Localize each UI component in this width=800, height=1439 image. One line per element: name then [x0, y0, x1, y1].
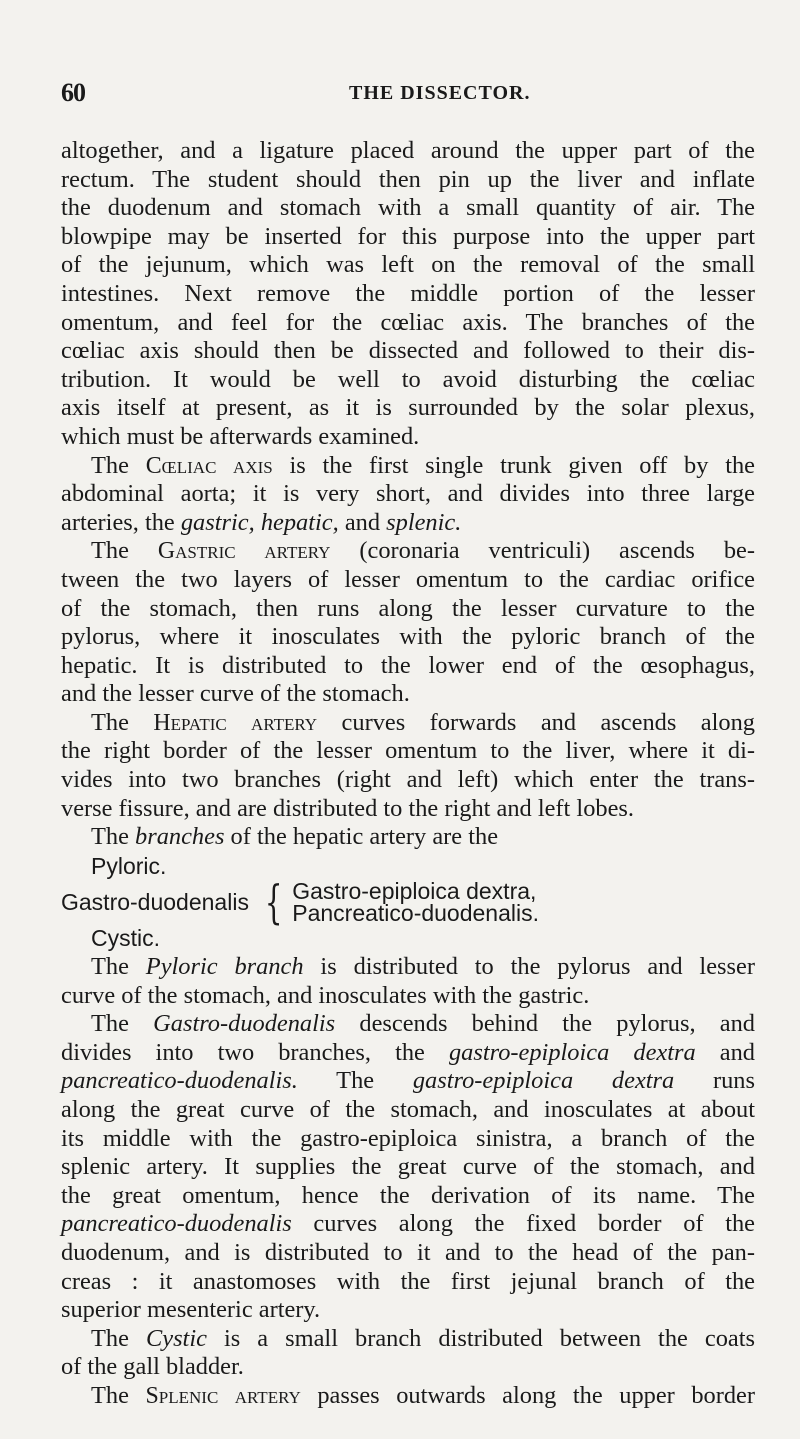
paragraph-gastro-duodenalis [61, 1010, 755, 1325]
term-pancreatico-duodenalis: pancreatico-duodenalis [61, 1210, 292, 1238]
text-span: and [695, 1038, 755, 1066]
text-span: The [91, 451, 146, 479]
text-line: of the gall bladder. [61, 1353, 244, 1381]
text-line: verse fissure, and are distributed to the right and left lobes. [61, 794, 635, 822]
term-gastro-epiploica-dextra: gastro-epiploica dextra [448, 1038, 696, 1066]
text-line: pylorus, where it inosculates with the pyloric branch of the [61, 623, 755, 651]
term-splenic: splenic. [386, 508, 462, 536]
text-line: curve of the stomach, and inosculates with the gastric. [61, 981, 590, 1009]
text-span: of the hepatic artery are the [224, 823, 499, 851]
text-span: is a small branch distributed between the coats [206, 1324, 755, 1352]
paragraph-cystic [61, 1325, 755, 1382]
text-line: axis itself at present, as it is surrounded by the solar plexus, [61, 394, 755, 422]
text-line: the right border of the lesser omentum to the liver, where it di- [61, 737, 755, 765]
text-line [61, 1210, 755, 1239]
text-span: The [91, 1381, 146, 1409]
text-line [61, 537, 755, 566]
text-line: and the lesser curve of the stomach. [61, 680, 410, 708]
text-line: of the stomach, then runs along the lesser curvature to the [61, 594, 755, 622]
text-line [61, 452, 755, 481]
text-line: rectum. The student should then pin up the liver and inflate [61, 165, 755, 193]
paragraph-gastric-artery [61, 537, 755, 709]
text-line [61, 1039, 755, 1068]
term-gastric: gastric, [180, 508, 255, 536]
text-span: The [91, 1324, 146, 1352]
text-span: runs [674, 1067, 755, 1095]
text-line: tween the two layers of lesser omentum to the cardiac orifice [61, 565, 755, 593]
text-span: curves along the fixed border of the [291, 1210, 755, 1238]
term-hepatic: hepatic, [260, 508, 339, 536]
term-gastro-epiploica-dextra: gastro-epiploica dextra [412, 1067, 675, 1095]
text-span: The [91, 1010, 154, 1038]
text-line [61, 1382, 755, 1411]
branch-gastro-epiploica-dextra: Gastro-epiploica dextra, [292, 878, 537, 905]
term-pyloric-branch: Pyloric branch [145, 953, 304, 981]
branch-gastro-duodenalis: Gastro-duodenalis [61, 889, 249, 916]
term-coeliac-axis: Cœliac axis [145, 452, 273, 479]
text-line: blowpipe may be inserted for this purpose into the upper part [61, 222, 755, 250]
text-span: is the first single trunk given off by the [272, 451, 755, 479]
text-span: The [91, 708, 154, 736]
text-span: passes outwards along the upper border [300, 1381, 755, 1409]
term-cystic: Cystic [145, 1324, 207, 1352]
term-splenic-artery: Splenic artery [145, 1382, 301, 1409]
text-span: is distributed to the pylorus and lesser [303, 953, 755, 981]
text-span: The [91, 537, 158, 565]
text-span: The [91, 953, 146, 981]
text-span: arteries, the [61, 508, 181, 536]
branch-pancreatico-duodenalis: Pancreatico-duodenalis. [292, 900, 540, 927]
text-span: The [297, 1067, 413, 1095]
branch-subdivisions [292, 878, 540, 927]
branch-pyloric: Pyloric. [91, 852, 167, 879]
text-line: duodenum, and is distributed to it and to the head of the pan- [61, 1238, 755, 1266]
text-line: its middle with the gastro-epiploica sinistra, a branch of the [61, 1124, 755, 1152]
term-hepatic-artery: Hepatic artery [153, 709, 318, 736]
paragraph-splenic-artery [61, 1382, 755, 1411]
paragraph-hepatic-artery [61, 709, 755, 852]
hepatic-branch-list [61, 852, 755, 953]
text-line: tribution. It would be well to avoid disturbing the cœliac [61, 365, 755, 393]
text-line: along the great curve of the stomach, and inosculates at about [61, 1096, 755, 1123]
text-line: altogether, and a ligature placed around the upper part of the [61, 137, 755, 164]
branch-cystic: Cystic. [91, 925, 160, 952]
brace-icon: { [264, 875, 283, 930]
text-line [61, 823, 755, 852]
text-line: creas : it anastomoses with the first jejunal branch of the [61, 1267, 755, 1295]
term-gastric-artery: Gastric artery [157, 538, 331, 565]
text-span: and [338, 508, 387, 536]
text-line: cœliac axis should then be dissected and followed to their dis- [61, 337, 755, 365]
running-head: THE DISSECTOR. [349, 82, 531, 104]
paragraph-pyloric-branch [61, 953, 755, 1010]
paragraph-dissection-instructions [61, 137, 755, 452]
text-line: intestines. Next remove the middle portion of the lesser [61, 279, 755, 307]
paragraph-coeliac-axis [61, 452, 755, 538]
page-number: 60 [61, 78, 85, 107]
branch-gastro-duodenalis-group [61, 875, 755, 930]
text-line: splenic artery. It supplies the great curve of the stomach, and [61, 1153, 755, 1181]
text-line [61, 709, 755, 738]
term-branches: branches [135, 823, 225, 851]
text-line [61, 1067, 755, 1096]
text-line: the great omentum, hence the derivation of its name. The [61, 1181, 755, 1209]
text-line: of the jejunum, which was left on the removal of the small [61, 251, 755, 279]
term-gastro-duodenalis: Gastro-duodenalis [153, 1010, 336, 1038]
text-span: divides into two branches, the [61, 1038, 449, 1066]
text-line: abdominal aorta; it is very short, and divides into three large [61, 480, 755, 508]
text-span: descends behind the pylorus, and [335, 1010, 755, 1038]
body-text [61, 137, 755, 1411]
text-line: vides into two branches (right and left) which enter the trans- [61, 766, 755, 794]
text-line [61, 1325, 755, 1354]
text-line: omentum, and feel for the cœliac axis. The branches of the [61, 308, 755, 336]
text-span: curves forwards and ascends along [317, 708, 755, 736]
text-line: hepatic. It is distributed to the lower end of the œsophagus, [61, 651, 755, 679]
text-line [61, 953, 755, 982]
term-pancreatico-duodenalis: pancreatico-duodenalis. [61, 1067, 298, 1095]
page-header [0, 78, 800, 112]
text-line: superior mesenteric artery. [61, 1296, 321, 1324]
text-line [61, 509, 755, 538]
text-span: (coronaria ventriculi) ascends be- [330, 537, 755, 565]
text-line: which must be afterwards examined. [61, 422, 420, 450]
text-line [61, 1010, 755, 1039]
text-span: The [91, 823, 136, 851]
text-line: the duodenum and stomach with a small quantity of air. The [61, 194, 755, 222]
